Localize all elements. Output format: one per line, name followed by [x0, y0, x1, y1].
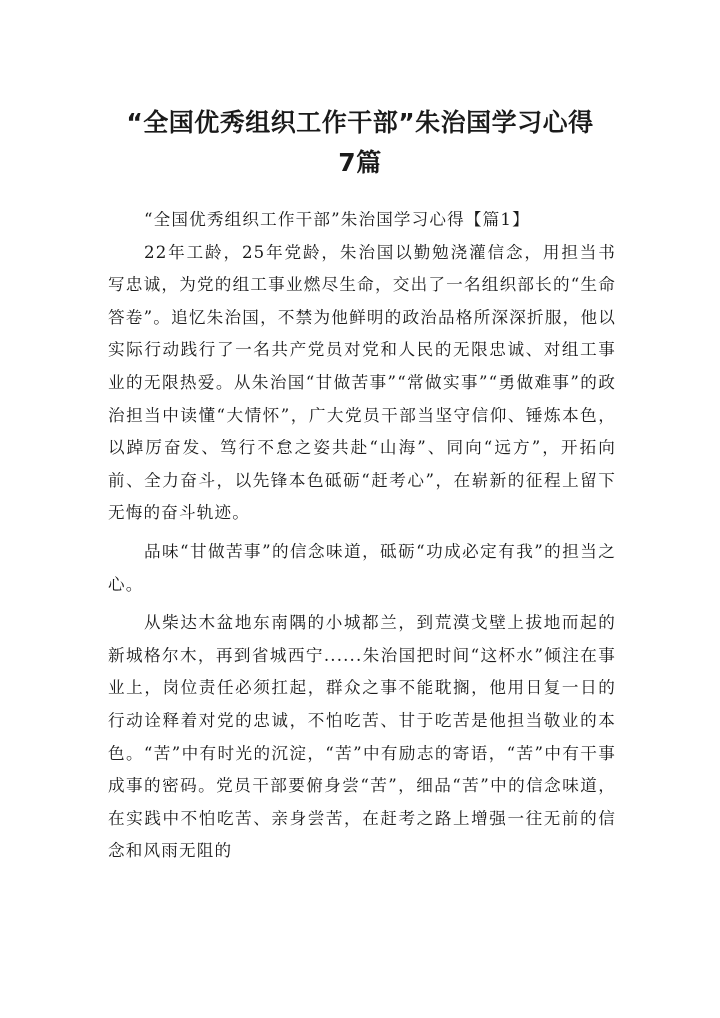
paragraph-2: 品味“甘做苦事”的信念味道，砥砺“功成必定有我”的担当之心。	[108, 541, 616, 594]
title-line-1: “全国优秀组织工作干部”朱治国学习心得	[126, 107, 594, 137]
section-heading: “全国优秀组织工作干部”朱治国学习心得【篇1】	[144, 210, 530, 229]
document-body	[108, 204, 616, 868]
paragraph-3: 从柴达木盆地东南隅的小城都兰，到荒漠戈壁上拔地而起的新城格尔木，再到省城西宁......朱治国把时间“这杯水”倾注在事业上，岗位责任必须扛起，群众之事不能耽搁，他用日复一日的行动诠释着对党的忠诚，不怕吃苦、甘于吃苦是他担当敬业的本色。“苦”中有时光的沉淀，“苦”中有励志的寄语，“苦”中有干事成事的密码。党员干部要俯身尝“苦”，细品“苦”中的信念味道，在实践中不怕吃苦、亲身尝苦，在赶考之路上增强一往无前的信念和风雨无阻的	[108, 613, 616, 861]
document-title	[80, 103, 640, 183]
title-line-2: 7篇	[338, 147, 382, 177]
paragraph-1: 22年工龄，25年党龄，朱治国以勤勉浇灌信念，用担当书写忠诚，为党的组工事业燃尽生命，交出了一名组织部长的“生命答卷”。追忆朱治国，不禁为他鲜明的政治品格所深深折服，他以实际行动践行了一名共产党员对党和人民的无限忠诚、对组工事业的无限热爱。从朱治国“甘做苦事”“常做实事”“勇做难事”的政治担当中读懂“大情怀”，广大党员干部当坚守信仰、锤炼本色，以踔厉奋发、笃行不怠之姿共赴“山海”、同向“远方”，开拓向前、全力奋斗，以先锋本色砥砺“赶考心”，在崭新的征程上留下无悔的奋斗轨迹。	[108, 242, 616, 523]
